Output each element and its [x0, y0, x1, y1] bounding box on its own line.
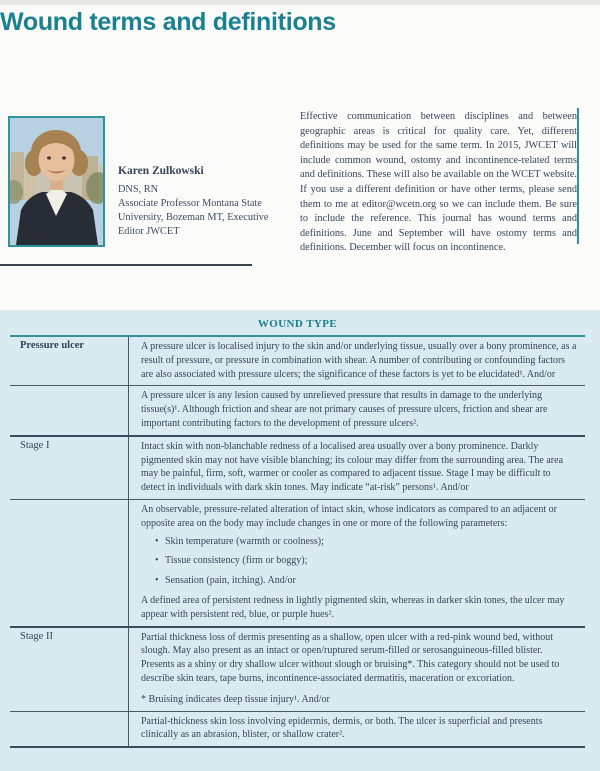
term-cell-empty [10, 386, 128, 434]
table-row [10, 337, 585, 386]
definition-cell [128, 628, 585, 711]
table-header-wound-type: WOUND TYPE [10, 310, 585, 337]
author-photo [8, 116, 105, 247]
term-cell-empty [10, 712, 128, 747]
table-row [10, 386, 585, 436]
author-affiliation-line-2: University, Bozeman MT, Executive [118, 212, 269, 223]
definition-text: A pressure ulcer is any lesion caused by unrelieved pressure that results in damage to the underlying tissue(s)¹. Although friction and shear are not primary causes of pressure ulcers, friction and shear are important contributing factors to the development of pressure ulcers². [141, 390, 548, 429]
parameter-item: • Tissue consistency (firm or boggy); [155, 554, 577, 568]
parameter-list [155, 535, 577, 588]
teal-side-rule [577, 108, 579, 244]
author-credentials: DNS, RN [118, 184, 159, 195]
table-row [10, 500, 585, 628]
definition-cell [128, 386, 585, 434]
author-affiliation-line-3: Editor JWCET [118, 226, 180, 237]
term-cell-pressure-ulcer: Pressure ulcer [20, 340, 85, 351]
term-cell-stage-2: Stage II [20, 630, 53, 642]
author-affiliation-line-1: Associate Professor Montana State [118, 198, 262, 209]
portrait-photo-illustration [10, 118, 103, 245]
author-divider-line [0, 264, 252, 266]
parameter-item: • Skin temperature (warmth or coolness); [155, 535, 577, 549]
definition-text: A defined area of persistent redness in lightly pigmented skin, whereas in darker skin tones, the ulcer may appear with persistent red, blue, or purple hues². [141, 594, 565, 620]
intro-paragraph: Effective communication between disciplines and between geographic areas is critical for quality care. Yet, different definitions may be used for the same term. In 2015, JWCET will include common wound, ostomy and incontinence-related terms and definitions. These will also be available on the WCET website. If you use a different definition or have other terms, please send them to me at editor@wcetn.org so we can include them. Be sure to include the reference. This journal has wound terms and definitions. June and September will have ostomy terms and definitions. December will focus on incontinence. [300, 111, 577, 254]
definition-text: An observable, pressure-related alteration of intact skin, whose indicators as compared to an adjacent or opposite area on the body may include changes in one or more of the following parameters: [141, 503, 557, 529]
definition-cell [128, 500, 585, 626]
definition-text: Intact skin with non-blanchable redness of a localised area usually over a bony prominence. Darkly pigmented skin may not have visible blanching; its colour may differ from the surrounding area. The area may be painful, firm, soft, warmer or cooler as compared to adjacent tissue. Stage I may be difficult to detect in individuals with dark skin tones. May indicate “at-risk” persons¹. And/or [141, 440, 564, 494]
definition-text: Partial thickness loss of dermis presenting as a shallow, open ulcer with a red-pink wound bed, without slough. May also present as an intact or open/ruptured serum-filled or serosanguineous-filled blister. Presents as a shiny or dry shallow ulcer without slough or bruising*. This category should not be used to describe skin tears, tape burns, incontinence-associated dermatitis, maceration or excoriation. [141, 631, 560, 684]
table-row [10, 628, 585, 712]
definition-text: A pressure ulcer is localised injury to the skin and/or underlying tissue, usually over a bony prominence, as a result of pressure, or pressure in combination with shear. A number of contributing or confounding factors are also associated with pressure ulcers; the significance of these factors is yet to be elucidated¹. And/or [141, 341, 577, 380]
table-row [10, 712, 585, 749]
term-cell-empty [10, 500, 128, 626]
wound-type-table [0, 310, 600, 771]
parameter-item: • Sensation (pain, itching). And/or [155, 574, 577, 588]
author-name: Karen Zulkowski [118, 165, 204, 177]
definition-cell [128, 712, 585, 747]
definition-cell [128, 437, 585, 499]
page-title: Wound terms and definitions [0, 8, 336, 36]
definition-cell [128, 337, 585, 385]
definition-text: Partial-thickness skin loss involving epidermis, dermis, or both. The ulcer is superficial and presents clinically as an abrasion, blister, or shallow crater². [141, 715, 543, 741]
definition-footnote: * Bruising indicates deep tissue injury¹. And/or [141, 693, 330, 705]
table-row [10, 437, 585, 500]
author-info-block [118, 165, 288, 239]
top-divider-bar [0, 0, 600, 5]
term-cell-stage-1: Stage I [20, 439, 50, 451]
